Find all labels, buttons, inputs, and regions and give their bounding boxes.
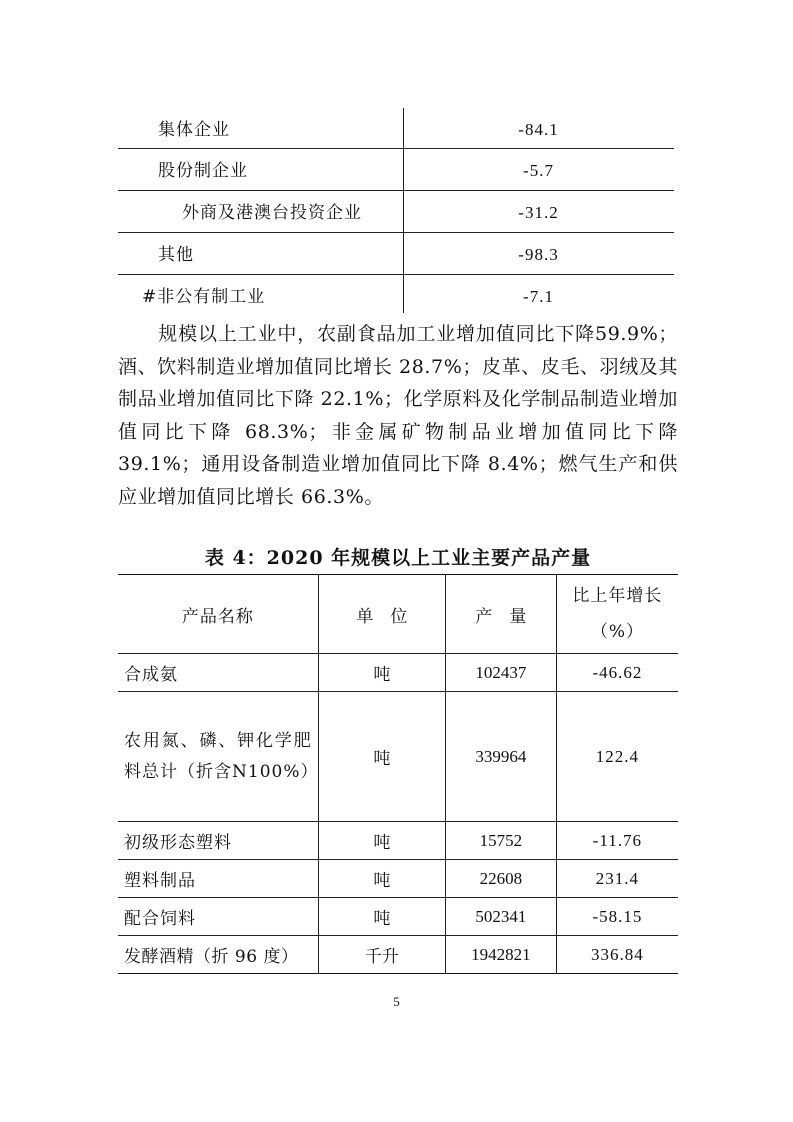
cell-growth: -58.15 bbox=[556, 898, 678, 936]
header-growth-line1: 比上年增长 bbox=[572, 586, 663, 606]
table-row bbox=[118, 108, 674, 148]
table-row bbox=[118, 936, 678, 974]
cell-unit: 吨 bbox=[318, 654, 445, 692]
cell-unit: 吨 bbox=[318, 860, 445, 898]
header-product-name: 产品名称 bbox=[118, 575, 318, 654]
cell-product-name: 初级形态塑料 bbox=[118, 822, 318, 860]
cell-unit: 吨 bbox=[318, 898, 445, 936]
table-row bbox=[118, 692, 678, 822]
cell-quantity: 15752 bbox=[445, 822, 556, 860]
table-row bbox=[118, 860, 678, 898]
table-row bbox=[118, 233, 674, 273]
row-value: -31.2 bbox=[518, 203, 559, 222]
row-label: 外商及港澳台投资企业 bbox=[182, 203, 362, 223]
cell-product-name: 发酵酒精（折 96 度） bbox=[118, 936, 318, 974]
cell-unit: 吨 bbox=[318, 692, 445, 822]
table-row bbox=[118, 822, 678, 860]
table-row bbox=[118, 191, 674, 231]
table-title: 表 4：2020 年规模以上工业主要产品产量 bbox=[204, 547, 592, 569]
row-value: -98.3 bbox=[518, 245, 559, 264]
body-paragraph bbox=[118, 318, 678, 513]
table-header-row bbox=[118, 575, 678, 654]
cell-product-name: 塑料制品 bbox=[118, 860, 318, 898]
header-unit: 单 位 bbox=[318, 575, 445, 654]
header-growth-line2: （%） bbox=[590, 622, 644, 642]
cell-growth: -11.76 bbox=[556, 822, 678, 860]
cell-unit: 千升 bbox=[318, 936, 445, 974]
cell-product-name: 配合饲料 bbox=[118, 898, 318, 936]
page-number: 5 bbox=[393, 994, 400, 1009]
header-quantity: 产 量 bbox=[445, 575, 556, 654]
cell-unit: 吨 bbox=[318, 822, 445, 860]
table-row bbox=[118, 149, 674, 189]
cell-quantity: 502341 bbox=[445, 898, 556, 936]
cell-product-name: 农用氮、磷、钾化学肥料总计（折含N100%） bbox=[118, 692, 318, 822]
cell-growth: -46.62 bbox=[556, 654, 678, 692]
paragraph-text: 规模以上工业中，农副食品加工业增加值同比下降59.9%；酒、饮料制造业增加值同比增长 28.7%；皮革、皮毛、羽绒及其制品业增加值同比下降 22.1%；化学原料及化学制品制造业增加值同比下降 68.3%；非金属矿物制品业增加值同比下降 39.1%；通用设备制造业增加值同比下降 8.4%；燃气生产和供应业增加值同比增长 66.3%。 bbox=[118, 323, 678, 508]
column-divider bbox=[403, 108, 404, 313]
cell-growth: 122.4 bbox=[556, 692, 678, 822]
cell-growth: 336.84 bbox=[556, 936, 678, 974]
row-label: 股份制企业 bbox=[158, 161, 248, 181]
cell-quantity: 1942821 bbox=[445, 936, 556, 974]
product-output-table bbox=[118, 574, 678, 974]
row-label: 其他 bbox=[158, 245, 194, 265]
cell-quantity: 339964 bbox=[445, 692, 556, 822]
cell-product-name: 合成氨 bbox=[118, 654, 318, 692]
cell-quantity: 102437 bbox=[445, 654, 556, 692]
cell-quantity: 22608 bbox=[445, 860, 556, 898]
table-row bbox=[118, 275, 674, 315]
row-label: 集体企业 bbox=[158, 120, 230, 140]
row-value: -7.1 bbox=[523, 287, 554, 306]
row-value: -84.1 bbox=[518, 120, 559, 139]
header-growth bbox=[556, 575, 678, 654]
row-value: -5.7 bbox=[523, 161, 554, 180]
cell-growth: 231.4 bbox=[556, 860, 678, 898]
table-row bbox=[118, 898, 678, 936]
row-label: #非公有制工业 bbox=[142, 287, 266, 307]
table-row bbox=[118, 654, 678, 692]
